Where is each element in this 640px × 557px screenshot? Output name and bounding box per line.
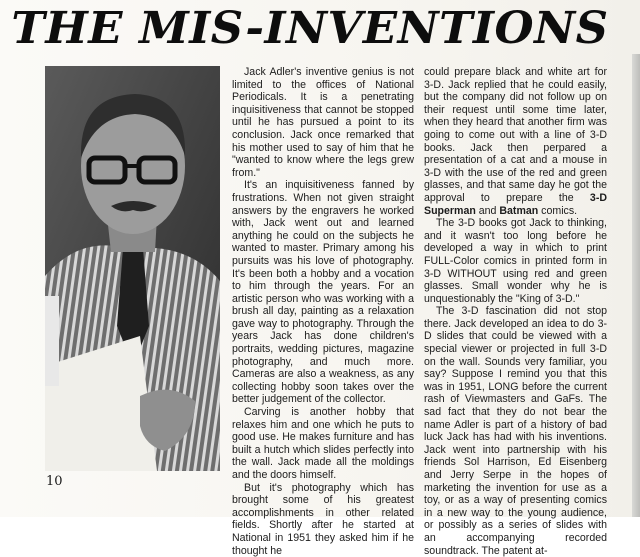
paragraph: But it's photography which has brought some of his greatest accomplishments in other related fields. Shortly after he started at National in 1951 they asked him if he thought he: [232, 481, 414, 557]
page-title: THE MIS-INVENTIONS: [11, 3, 609, 54]
paragraph: Carving is another hobby that relaxes him and one which he puts to good use. He makes furniture and has built a hutch which slides perfectly into the wall. Jack made all the moldings and the doors himself.: [232, 406, 414, 481]
paragraph: The 3-D fascination did not stop there. Jack developed an idea to do 3-D slides that could be viewed with a special viewer or projected in full 3-D on the wall. Sounds very familiar, you say? Suppose I remind you that this was in 1951, LONG before the current rash of Viewmasters and GaFs. The sad fact that they do not bear the name Adler is part of a history of bad luck Jack has had with his inventions. Jack went into partnership with his friends Sol Harrison, Ed Eisenberg and Jerry Serpe in the hopes of marketing the invention for use as a toy, or as a way of presenting comics in a new way to the young audience, or possibly as a series of slides with an accompanying recorded soundtrack. The patent at-: [424, 305, 607, 557]
paragraph: [424, 66, 607, 217]
man-with-glasses-reading-photo: [45, 66, 220, 471]
text-run: and: [475, 204, 500, 217]
article-column-middle: [232, 66, 414, 557]
text-run: could prepare black and white art for 3-D. Jack replied that he could easily, but the company did not follow up on their request until some time later, when they heard that another firm was going to come out with a line of 3-D books. Jack then perpared a presentation of a cat and a mouse in 3-D with the use of the red and green glasses, and that same day he got the approval to prepare the: [424, 66, 607, 204]
text-run: comics.: [538, 204, 578, 217]
paragraph: It's an inquisitiveness fanned by frustrations. When not given straight answers by the engravers he worked with, Jack went out and learned anything he could on the subjects he wanted to master. Primary among his pursuits was his love of photography. It's been both a hobby and a vocation to him through the years. For an artistic person who was working with a brush all day, painting as a relaxation gave way to photography. Through the years Jack has done children's portraits, wedding pictures, magazine photography, and much more. Cameras are also a weakness, as any collecting hobby soon takes over the better judgement of the collector.: [232, 179, 414, 406]
bold-title-batman: Batman: [499, 204, 539, 217]
bold-title-superman: 3-D Superman: [424, 191, 607, 217]
article-column-right: [424, 66, 607, 557]
page-edge-shadow: [632, 54, 640, 517]
paragraph: Jack Adler's inventive genius is not limited to the offices of National Periodicals. It is a penetrating inquisitiveness that cannot be stopped until he has pursued a point to its conclusion. Jack once remarked that his mother used to say of him that he "wanted to know where the legs grew from.": [232, 66, 414, 179]
page-number: 10: [46, 474, 63, 489]
paragraph: The 3-D books got Jack to thinking, and it wasn't too long before he developed a way in which to print FULL-Color comics in printed form in 3-D WITHOUT using red and green glasses. Small wonder why he is unquestionably the "King of 3-D.": [424, 217, 607, 305]
